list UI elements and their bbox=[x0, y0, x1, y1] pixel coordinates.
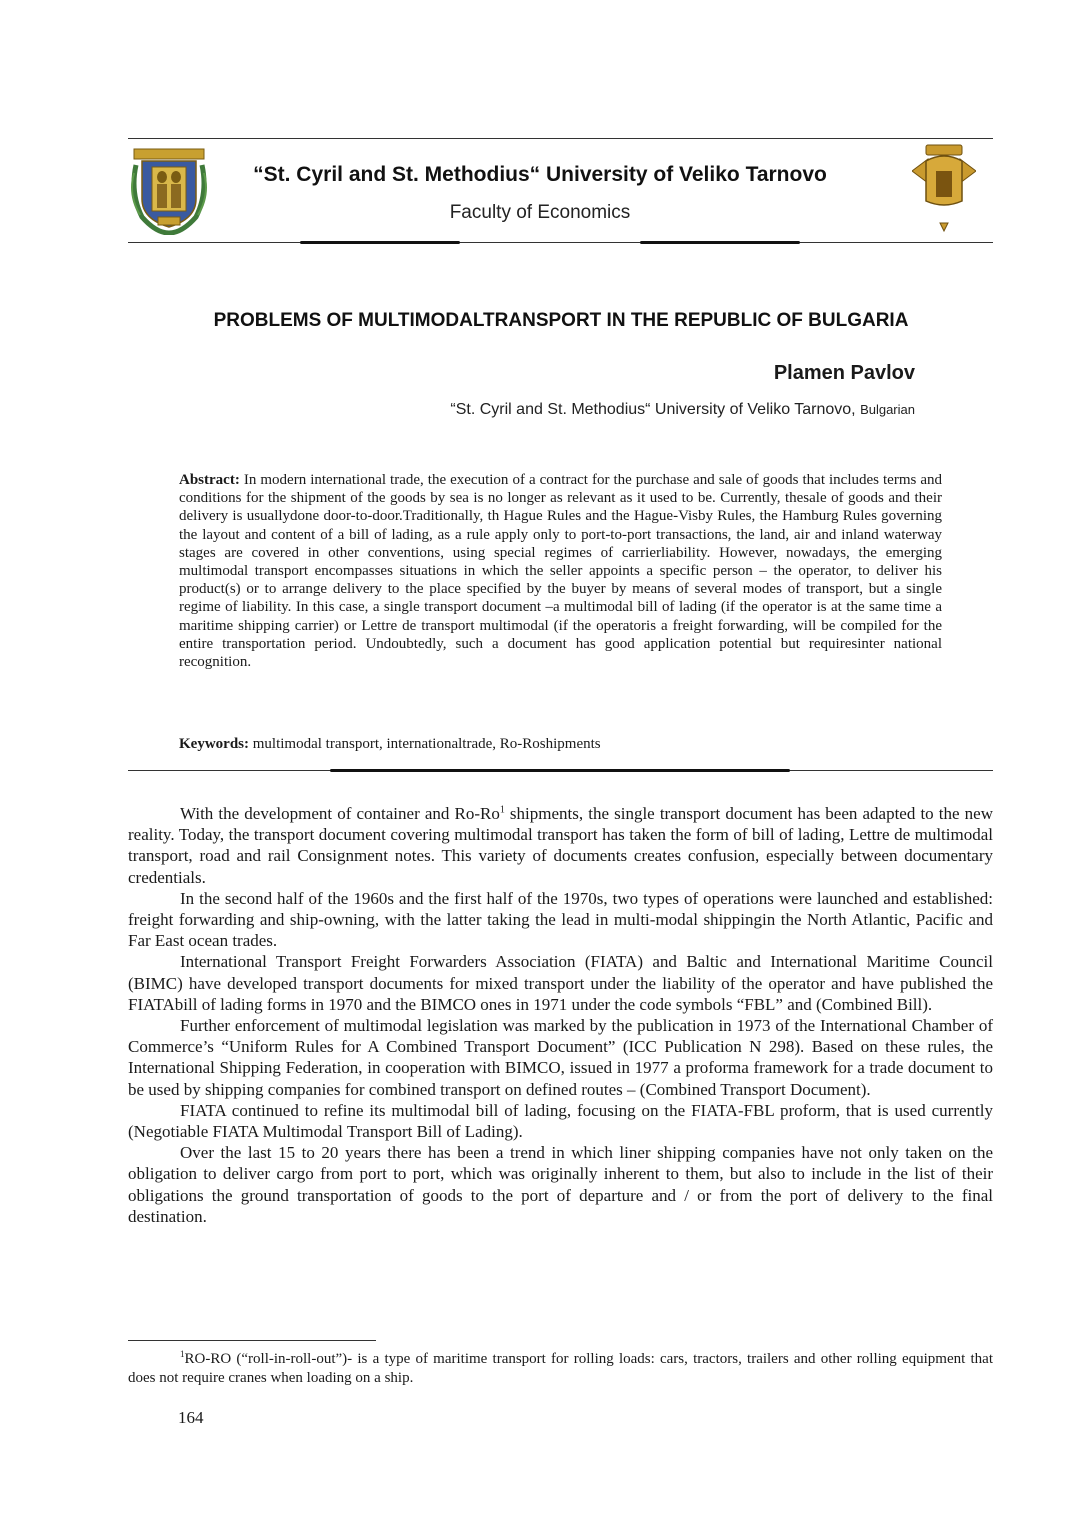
abstract bbox=[179, 471, 942, 671]
keywords-text: multimodal transport, internationaltrade, Ro-Roshipments bbox=[252, 736, 601, 752]
header-bottom-rule bbox=[128, 242, 993, 243]
affiliation-country: Bulgarian bbox=[860, 402, 915, 417]
paper-title: PROBLEMS OF MULTIMODALTRANSPORT IN THE REPUBLIC OF BULGARIA bbox=[213, 310, 909, 331]
footnote-rule bbox=[128, 1340, 376, 1341]
page-number: 164 bbox=[178, 1408, 204, 1427]
abstract-divider-accent bbox=[330, 769, 790, 772]
university-crest-logo bbox=[128, 143, 210, 235]
faculty-helmet-logo bbox=[912, 143, 976, 235]
abstract-text: In modern international trade, the execution of a contract for the purchase and sale of goods that includes terms and conditions for the shipment of the goods by sea is no longer as relevant as it used to be. Currently, thesale of goods and their delivery is usuallydone door-to-door.Traditionally, th Hague Rules and the Hague-Visby Rules, the Hamburg Rules governing the layout and content of a bill of lading, as a rule apply only to port-to-port transactions, the land, air and inland waterway stages are covered in other conventions, using special regimes of carrierliability. However, nowadays, the emerging multimodal transport encompasses situations in which the seller appoints a specific person – the operator, to deliver his product(s) or to arrange delivery to the place specified by the buyer by means of several modes of transport, but a single regime of liability. In this case, a single transport document –a multimodal bill of lading (if the operator is at the same time a maritime shipping carrier) or Lettre de transport multimodal (if the operatoris a freight forwarding, will be compiled for the entire transportation period. Undoubtedly, such a document has good application potential but requiresinter national recognition. bbox=[179, 472, 943, 671]
keywords bbox=[179, 735, 942, 753]
body-paragraph-2: In the second half of the 1960s and the first half of the 1970s, two types of operations were launched and established: freight forwarding and ship-owning, with the latter taking the lead in multi-modal shippingin the North Atlantic, Pacific and Far East ocean trades. bbox=[128, 888, 993, 951]
body-paragraph-6: Over the last 15 to 20 years there has been a trend in which liner shipping companies have not only taken on the obligation to deliver cargo from port to port, which was originally inherent to them, but also to include in the list of their obligations the ground transportation of goods to the port of departure and / or from the port of delivery to the final destination. bbox=[128, 1143, 993, 1226]
university-name: “St. Cyril and St. Methodius“ University of Veliko Tarnovo bbox=[253, 163, 827, 186]
header-rule-accent-left bbox=[300, 241, 460, 244]
keywords-label: Keywords: bbox=[179, 736, 249, 752]
p1-text-a: With the development of container and Ro-Ro bbox=[180, 804, 500, 823]
body-paragraph-1 bbox=[128, 803, 993, 888]
body-paragraph-4: Further enforcement of multimodal legislation was marked by the publication in 1973 of the International Chamber of Commerce’s “Uniform Rules for A Combined Transport Document” (ICC Publication N 298). Based on these rules, the International Shipping Federation, in cooperation with BIMCO, issued in 1977 a proforma framework for a trade document to be used by shipping companies for combined transport on defined routes – (Combined Transport Document). bbox=[128, 1016, 993, 1099]
footnote bbox=[128, 1350, 993, 1388]
footnote-ref-1: 1 bbox=[499, 804, 505, 816]
p1-text-b: shipments, the single transport document has been adapted to the new reality. Today, the transport document covering multimodal transport has taken the form of bill of lading, Lettre de multimodal transport, road and rail Consignment notes. This variety of documents creates confusion, especially between documentary credentials. bbox=[128, 804, 993, 887]
abstract-label: Abstract: bbox=[179, 472, 240, 488]
footnote-marker: 1 bbox=[180, 1349, 185, 1359]
header-rule-accent-right bbox=[640, 241, 800, 244]
footnote-text: RO-RO (“roll-in-roll-out”)- is a type of maritime transport for rolling loads: cars, tractors, trailers and other rolling equipment that does not require cranes when loading on a ship. bbox=[128, 1351, 993, 1386]
author-affiliation bbox=[450, 401, 915, 419]
body-paragraph-3: International Transport Freight Forwarders Association (FIATA) and Baltic and International Maritime Council (BIMC) have developed transport documents for mixed transport under the liability of the operator and have published the FIATAbill of lading forms in 1970 and the BIMCO ones in 1971 under the code symbols “FBL” and (Combined Bill). bbox=[128, 952, 993, 1014]
faculty-name: Faculty of Economics bbox=[449, 202, 631, 223]
affiliation-text: “St. Cyril and St. Methodius“ University of Veliko Tarnovo, bbox=[450, 401, 856, 418]
header-top-rule bbox=[128, 138, 993, 139]
body-paragraph-5: FIATA continued to refine its multimodal bill of lading, focusing on the FIATA-FBL proform, that is used currently (Negotiable FIATA Multimodal Transport Bill of Lading). bbox=[128, 1100, 993, 1142]
author-name: Plamen Pavlov bbox=[773, 362, 915, 384]
body-text bbox=[128, 803, 993, 1227]
